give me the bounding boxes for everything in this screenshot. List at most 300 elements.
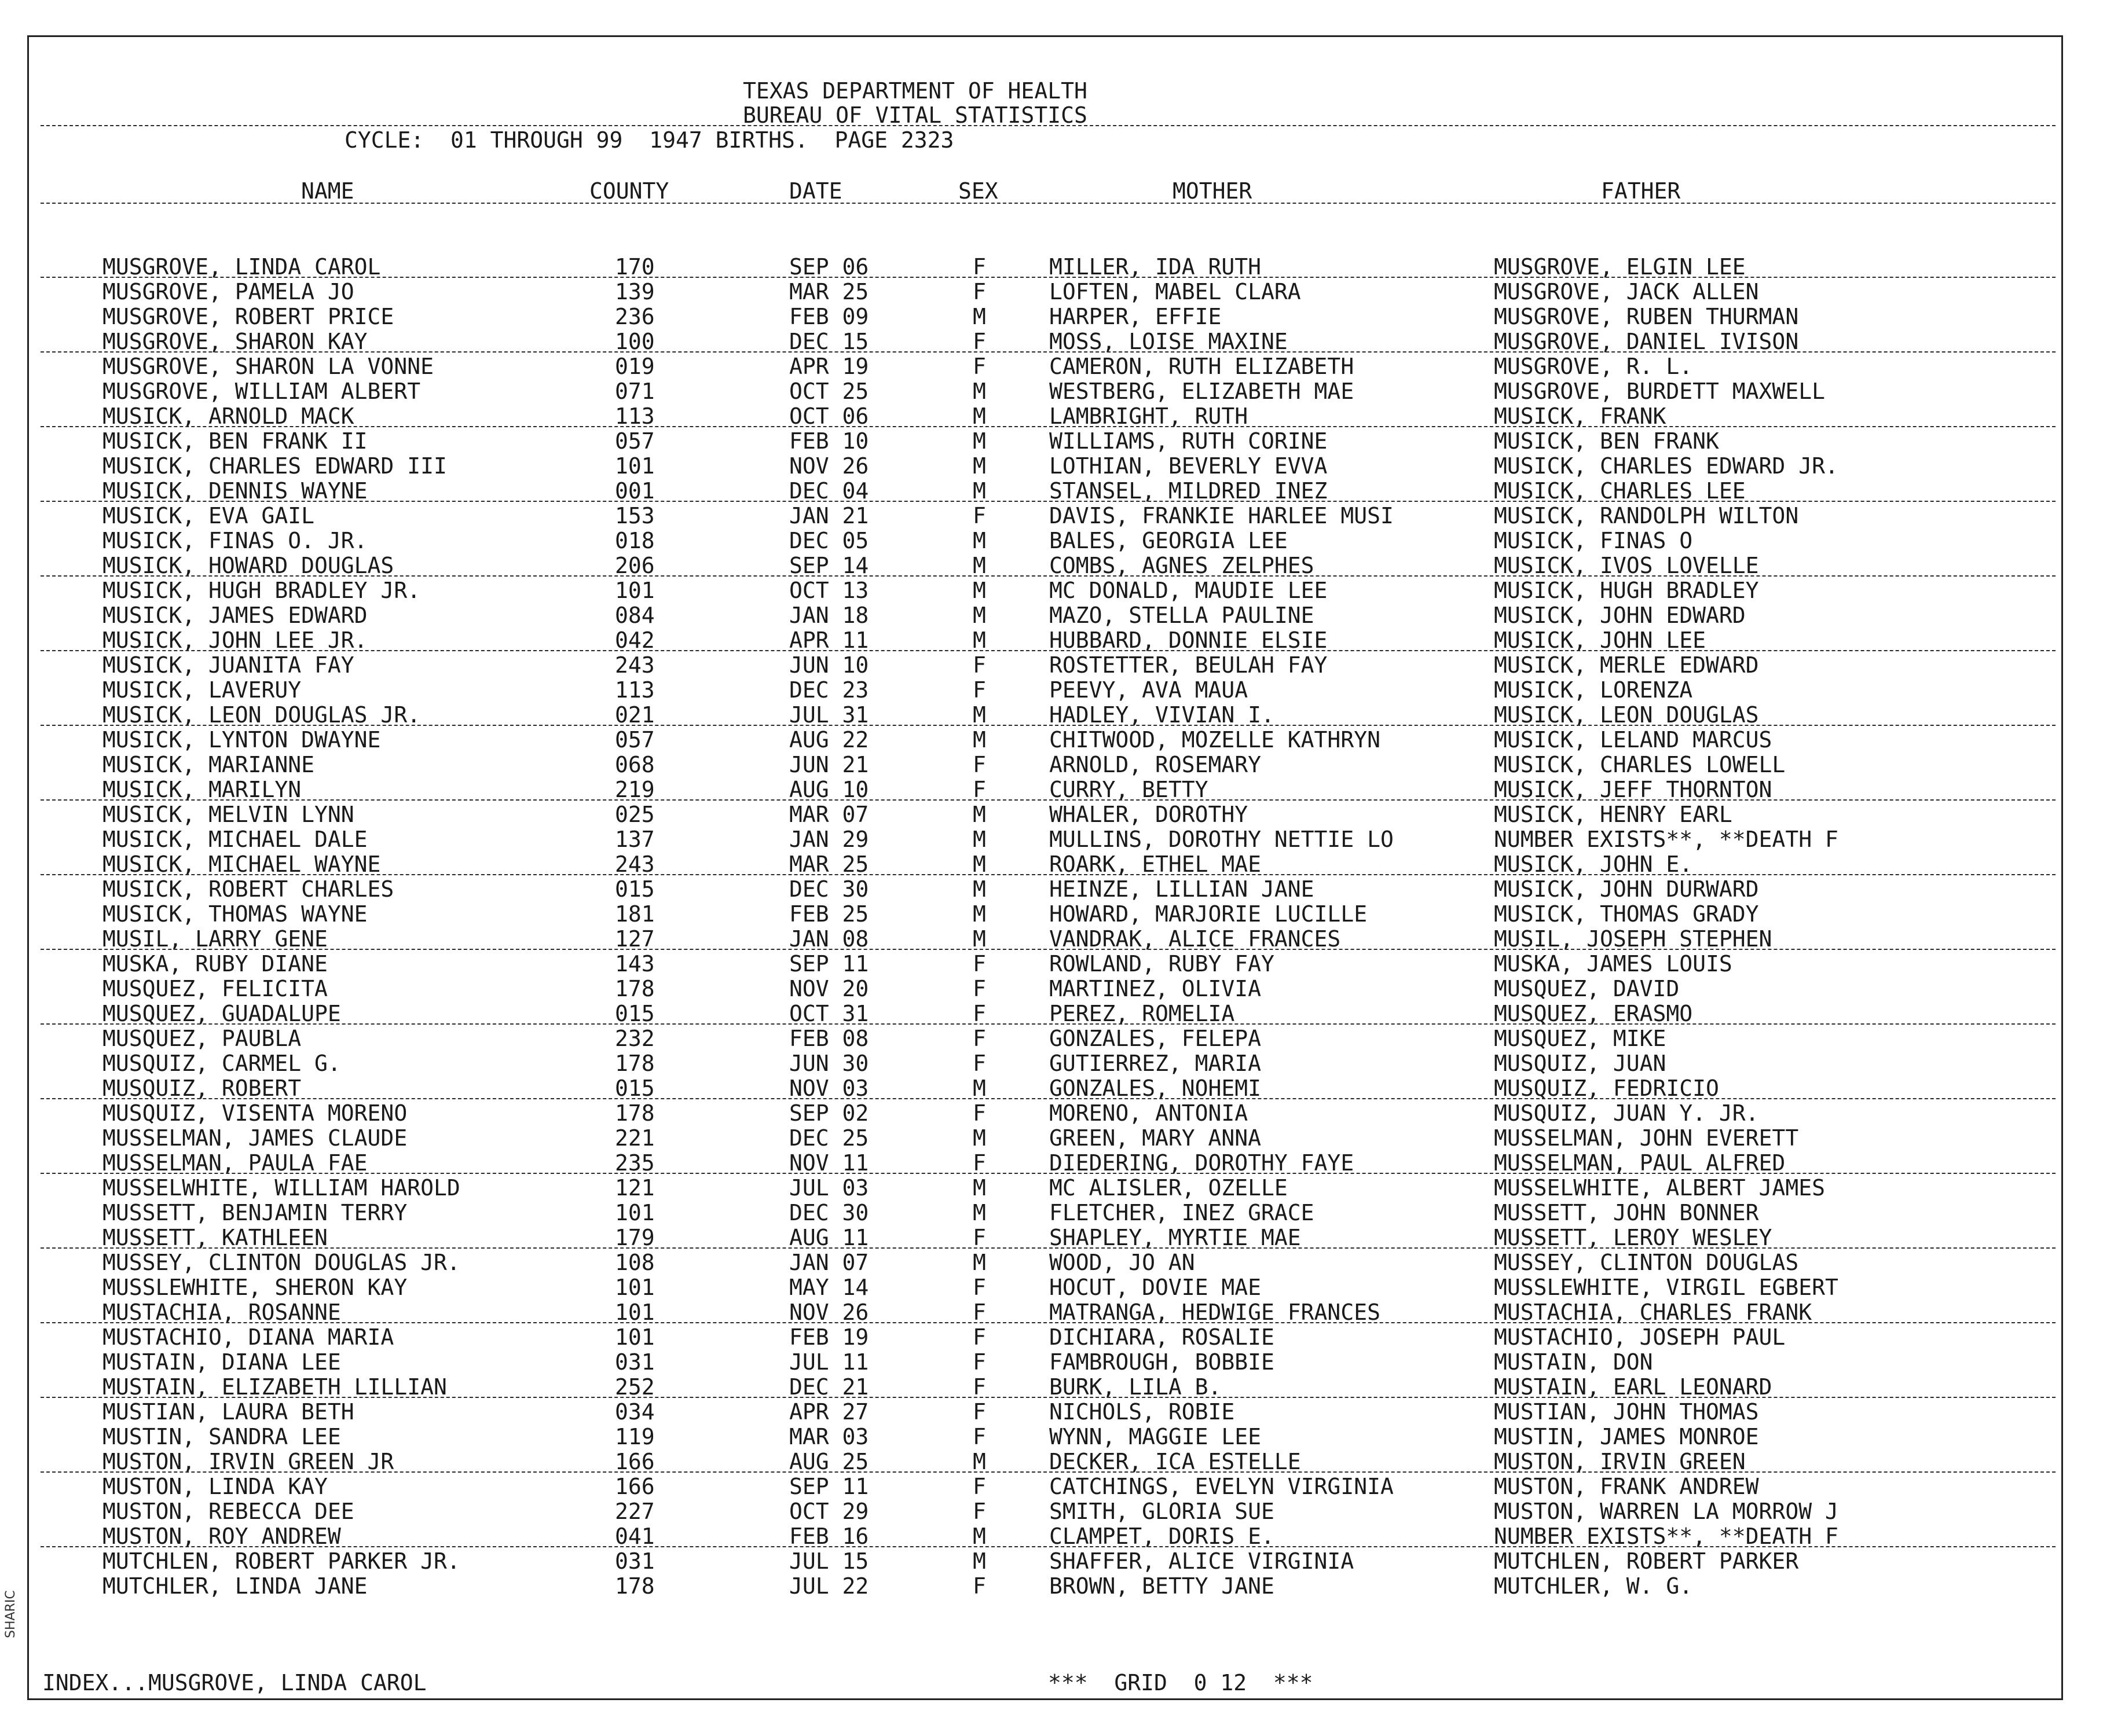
cell-sex: M xyxy=(973,1524,986,1549)
cell-mother: BALES, GEORGIA LEE xyxy=(1049,528,1288,553)
cell-name: MUSICK, MELVIN LYNN xyxy=(102,802,354,827)
cell-father: MUSTAIN, EARL LEONARD xyxy=(1494,1374,1772,1400)
cell-father: MUSSEY, CLINTON DOUGLAS xyxy=(1494,1250,1799,1275)
column-header-mother: MOTHER xyxy=(1173,178,1252,204)
cell-sex: M xyxy=(973,528,986,553)
cell-mother: CURRY, BETTY xyxy=(1049,777,1208,802)
cell-county: 108 xyxy=(615,1250,655,1275)
cell-father: MUSSETT, LEROY WESLEY xyxy=(1494,1225,1772,1250)
cell-county: 243 xyxy=(615,852,655,877)
cell-county: 166 xyxy=(615,1449,655,1474)
cell-county: 025 xyxy=(615,802,655,827)
cell-date: JAN 18 xyxy=(789,603,869,628)
cell-sex: M xyxy=(973,852,986,877)
cell-sex: F xyxy=(973,1275,986,1300)
cell-date: AUG 25 xyxy=(789,1449,869,1474)
cell-father: MUSICK, FRANK xyxy=(1494,403,1666,429)
cell-county: 166 xyxy=(615,1474,655,1499)
cell-father: MUSGROVE, ELGIN LEE xyxy=(1494,254,1746,280)
cell-sex: M xyxy=(973,876,986,902)
cell-mother: MATRANGA, HEDWIGE FRANCES xyxy=(1049,1300,1380,1325)
cell-county: 143 xyxy=(615,951,655,977)
header-title: TEXAS DEPARTMENT OF HEALTH xyxy=(743,78,1087,104)
cell-sex: F xyxy=(973,1324,986,1350)
cell-sex: F xyxy=(973,1150,986,1176)
cell-name: MUSICK, THOMAS WAYNE xyxy=(102,901,368,927)
cell-mother: DIEDERING, DOROTHY FAYE xyxy=(1049,1150,1354,1176)
separator-line xyxy=(41,426,2056,427)
cell-date: JUL 15 xyxy=(789,1548,869,1574)
cell-date: MAR 03 xyxy=(789,1424,869,1449)
cell-father: MUSSLEWHITE, VIRGIL EGBERT xyxy=(1494,1275,1838,1300)
cell-name: MUSGROVE, SHARON KAY xyxy=(102,329,368,354)
cell-sex: F xyxy=(973,1100,986,1126)
cell-date: MAR 25 xyxy=(789,279,869,304)
cell-date: NOV 26 xyxy=(789,1300,869,1325)
cell-name: MUSSELMAN, JAMES CLAUDE xyxy=(102,1125,408,1151)
separator-line xyxy=(41,351,2056,353)
cell-name: MUSGROVE, SHARON LA VONNE xyxy=(102,354,434,379)
column-header-date: DATE xyxy=(789,178,842,204)
cell-mother: LOFTEN, MABEL CLARA xyxy=(1049,279,1301,304)
cell-name: MUSTAIN, DIANA LEE xyxy=(102,1349,341,1375)
cell-father: MUSQUEZ, DAVID xyxy=(1494,976,1680,1001)
cell-sex: F xyxy=(973,951,986,977)
table-row xyxy=(0,1476,2114,1500)
cell-county: 127 xyxy=(615,926,655,952)
cell-father: MUSICK, RANDOLPH WILTON xyxy=(1494,503,1799,528)
cell-father: MUSQUIZ, JUAN xyxy=(1494,1051,1666,1076)
cell-sex: M xyxy=(973,901,986,927)
table-row xyxy=(0,803,2114,828)
cell-name: MUSICK, ARNOLD MACK xyxy=(102,403,354,429)
cell-name: MUSICK, HOWARD DOUGLAS xyxy=(102,553,394,578)
table-row xyxy=(0,1202,2114,1227)
cell-sex: F xyxy=(973,1225,986,1250)
column-header-father: FATHER xyxy=(1601,178,1681,204)
cell-father: MUSGROVE, RUBEN THURMAN xyxy=(1494,304,1799,329)
separator-line xyxy=(41,203,2056,204)
cell-mother: WILLIAMS, RUTH CORINE xyxy=(1049,428,1328,454)
separator-line xyxy=(41,125,2056,126)
cell-date: AUG 10 xyxy=(789,777,869,802)
footer-index: INDEX...MUSGROVE, LINDA CAROL xyxy=(42,1670,427,1695)
cell-name: MUSICK, JOHN LEE JR. xyxy=(102,627,368,653)
cell-date: APR 11 xyxy=(789,627,869,653)
cell-sex: F xyxy=(973,1001,986,1026)
cell-sex: M xyxy=(973,727,986,753)
cell-mother: BURK, LILA B. xyxy=(1049,1374,1222,1400)
table-row xyxy=(0,1102,2114,1127)
header-subtitle: BUREAU OF VITAL STATISTICS xyxy=(743,102,1087,128)
cell-name: MUSTIN, SANDRA LEE xyxy=(102,1424,341,1449)
cell-father: MUSICK, IVOS LOVELLE xyxy=(1494,553,1759,578)
cell-mother: STANSEL, MILDRED INEZ xyxy=(1049,478,1328,504)
table-row xyxy=(0,306,2114,331)
table-row xyxy=(0,355,2114,380)
cell-sex: F xyxy=(973,279,986,304)
table-row xyxy=(0,455,2114,480)
separator-line xyxy=(41,1173,2056,1174)
cell-sex: F xyxy=(973,354,986,379)
cell-sex: F xyxy=(973,1374,986,1400)
cell-mother: LAMBRIGHT, RUTH xyxy=(1049,403,1248,429)
cell-mother: VANDRAK, ALICE FRANCES xyxy=(1049,926,1341,952)
cell-father: MUSGROVE, DANIEL IVISON xyxy=(1494,329,1799,354)
cell-mother: CATCHINGS, EVELYN VIRGINIA xyxy=(1049,1474,1394,1499)
cell-county: 015 xyxy=(615,1076,655,1101)
cell-sex: F xyxy=(973,1424,986,1449)
separator-line xyxy=(41,501,2056,502)
cell-date: NOV 03 xyxy=(789,1076,869,1101)
cell-county: 170 xyxy=(615,254,655,280)
table-row xyxy=(0,579,2114,604)
cell-sex: M xyxy=(973,578,986,603)
cell-mother: FLETCHER, INEZ GRACE xyxy=(1049,1200,1314,1225)
cell-mother: HEINZE, LILLIAN JANE xyxy=(1049,876,1314,902)
cell-county: 252 xyxy=(615,1374,655,1400)
separator-line xyxy=(41,650,2056,651)
cell-name: MUSSETT, KATHLEEN xyxy=(102,1225,328,1250)
cell-name: MUSGROVE, WILLIAM ALBERT xyxy=(102,379,421,404)
cell-date: JUL 11 xyxy=(789,1349,869,1375)
cell-father: MUSICK, JOHN LEE xyxy=(1494,627,1706,653)
cell-name: MUSTACHIA, ROSANNE xyxy=(102,1300,341,1325)
cell-name: MUSQUEZ, GUADALUPE xyxy=(102,1001,341,1026)
cell-father: MUSGROVE, R. L. xyxy=(1494,354,1693,379)
cell-sex: F xyxy=(973,1573,986,1599)
cell-county: 178 xyxy=(615,1051,655,1076)
cell-father: MUTCHLER, W. G. xyxy=(1494,1573,1693,1599)
separator-line xyxy=(41,949,2056,950)
cell-father: MUSTAIN, DON xyxy=(1494,1349,1653,1375)
cell-date: FEB 19 xyxy=(789,1324,869,1350)
cell-father: MUSICK, MERLE EDWARD xyxy=(1494,652,1759,678)
cell-name: MUSQUEZ, FELICITA xyxy=(102,976,328,1001)
cell-sex: M xyxy=(973,1250,986,1275)
cell-name: MUSICK, MICHAEL DALE xyxy=(102,827,368,852)
cell-father: MUSTIN, JAMES MONROE xyxy=(1494,1424,1759,1449)
footer-grid: *** GRID 0 12 *** xyxy=(1048,1670,1313,1695)
cell-sex: M xyxy=(973,1449,986,1474)
cell-date: SEP 14 xyxy=(789,553,869,578)
cell-name: MUSGROVE, PAMELA JO xyxy=(102,279,354,304)
cell-name: MUSQUIZ, VISENTA MORENO xyxy=(102,1100,408,1126)
cell-date: SEP 06 xyxy=(789,254,869,280)
cell-date: OCT 31 xyxy=(789,1001,869,1026)
cell-date: JAN 29 xyxy=(789,827,869,852)
cell-sex: M xyxy=(973,1175,986,1201)
separator-line xyxy=(41,874,2056,875)
cell-father: MUSICK, LEON DOUGLAS xyxy=(1494,702,1759,728)
cell-father: MUSTON, IRVIN GREEN xyxy=(1494,1449,1746,1474)
cell-name: MUSTON, IRVIN GREEN JR xyxy=(102,1449,394,1474)
cell-name: MUSTACHIO, DIANA MARIA xyxy=(102,1324,394,1350)
cell-sex: F xyxy=(973,1300,986,1325)
cell-date: OCT 25 xyxy=(789,379,869,404)
cell-name: MUSICK, CHARLES EDWARD III xyxy=(102,453,447,479)
cell-name: MUSICK, LAVERUY xyxy=(102,677,302,703)
cell-father: MUSICK, CHARLES LEE xyxy=(1494,478,1746,504)
cell-county: 137 xyxy=(615,827,655,852)
cell-name: MUSTAIN, ELIZABETH LILLIAN xyxy=(102,1374,447,1400)
cell-sex: M xyxy=(973,304,986,329)
cell-date: DEC 04 xyxy=(789,478,869,504)
cell-mother: HUBBARD, DONNIE ELSIE xyxy=(1049,627,1328,653)
cell-county: 101 xyxy=(615,453,655,479)
cell-father: MUSKA, JAMES LOUIS xyxy=(1494,951,1732,977)
separator-line xyxy=(41,799,2056,801)
table-row xyxy=(0,604,2114,629)
table-row xyxy=(0,430,2114,455)
cell-mother: DECKER, ICA ESTELLE xyxy=(1049,1449,1301,1474)
table-row xyxy=(0,953,2114,978)
cell-mother: NICHOLS, ROBIE xyxy=(1049,1399,1235,1425)
cell-father: MUSICK, JOHN EDWARD xyxy=(1494,603,1746,628)
cell-date: OCT 29 xyxy=(789,1499,869,1524)
cell-date: FEB 08 xyxy=(789,1026,869,1051)
cell-father: MUSICK, FINAS O xyxy=(1494,528,1693,553)
cell-mother: CAMERON, RUTH ELIZABETH xyxy=(1049,354,1354,379)
cell-name: MUSICK, EVA GAIL xyxy=(102,503,315,528)
cell-mother: SMITH, GLORIA SUE xyxy=(1049,1499,1274,1524)
separator-line xyxy=(41,1023,2056,1025)
cell-mother: PEEVY, AVA MAUA xyxy=(1049,677,1248,703)
cell-father: MUSTIAN, JOHN THOMAS xyxy=(1494,1399,1759,1425)
separator-line xyxy=(41,277,2056,278)
cell-sex: M xyxy=(973,1076,986,1101)
cell-father: MUSICK, CHARLES LOWELL xyxy=(1494,752,1786,777)
table-row xyxy=(0,903,2114,928)
cell-mother: CLAMPET, DORIS E. xyxy=(1049,1524,1274,1549)
cell-county: 015 xyxy=(615,876,655,902)
cell-name: MUSGROVE, ROBERT PRICE xyxy=(102,304,394,329)
cell-father: MUSICK, LELAND MARCUS xyxy=(1494,727,1772,753)
cell-county: 113 xyxy=(615,403,655,429)
cell-mother: BROWN, BETTY JANE xyxy=(1049,1573,1274,1599)
cell-name: MUSKA, RUBY DIANE xyxy=(102,951,328,977)
cell-county: 001 xyxy=(615,478,655,504)
cell-county: 236 xyxy=(615,304,655,329)
column-header-county: COUNTY xyxy=(589,178,669,204)
cell-sex: M xyxy=(973,453,986,479)
cell-county: 031 xyxy=(615,1349,655,1375)
cell-county: 113 xyxy=(615,677,655,703)
cell-mother: HOWARD, MARJORIE LUCILLE xyxy=(1049,901,1368,927)
table-row xyxy=(0,878,2114,903)
cell-mother: GONZALES, NOHEMI xyxy=(1049,1076,1262,1101)
cell-county: 031 xyxy=(615,1548,655,1574)
cell-county: 235 xyxy=(615,1150,655,1176)
cell-father: MUSICK, BEN FRANK xyxy=(1494,428,1719,454)
cell-date: FEB 16 xyxy=(789,1524,869,1549)
cell-date: SEP 11 xyxy=(789,1474,869,1499)
cell-date: JAN 08 xyxy=(789,926,869,952)
table-row xyxy=(0,654,2114,679)
cell-mother: MOSS, LOISE MAXINE xyxy=(1049,329,1288,354)
cell-mother: ROSTETTER, BEULAH FAY xyxy=(1049,652,1328,678)
cell-mother: GONZALES, FELEPA xyxy=(1049,1026,1262,1051)
cell-county: 119 xyxy=(615,1424,655,1449)
cell-mother: ROWLAND, RUBY FAY xyxy=(1049,951,1274,977)
cell-sex: F xyxy=(973,1474,986,1499)
cell-mother: COMBS, AGNES ZELPHES xyxy=(1049,553,1314,578)
cell-date: AUG 11 xyxy=(789,1225,869,1250)
cell-father: MUSICK, HUGH BRADLEY xyxy=(1494,578,1759,603)
cell-name: MUSICK, MARIANNE xyxy=(102,752,315,777)
cell-sex: M xyxy=(973,379,986,404)
cell-county: 015 xyxy=(615,1001,655,1026)
table-row xyxy=(0,1575,2114,1600)
table-row xyxy=(0,978,2114,1003)
cell-father: NUMBER EXISTS**, **DEATH F xyxy=(1494,827,1838,852)
table-row xyxy=(0,1127,2114,1152)
cell-sex: F xyxy=(973,1051,986,1076)
cell-sex: M xyxy=(973,1125,986,1151)
cell-father: MUSSELMAN, JOHN EVERETT xyxy=(1494,1125,1799,1151)
cell-sex: F xyxy=(973,329,986,354)
cell-date: JUN 10 xyxy=(789,652,869,678)
cell-county: 042 xyxy=(615,627,655,653)
cell-date: SEP 11 xyxy=(789,951,869,977)
table-row xyxy=(0,1351,2114,1376)
cell-county: 206 xyxy=(615,553,655,578)
cell-sex: F xyxy=(973,677,986,703)
cell-father: MUSICK, HENRY EARL xyxy=(1494,802,1732,827)
cell-name: MUSGROVE, LINDA CAROL xyxy=(102,254,381,280)
table-row xyxy=(0,729,2114,754)
cell-father: MUSGROVE, BURDETT MAXWELL xyxy=(1494,379,1825,404)
table-row xyxy=(0,1052,2114,1077)
cell-name: MUSTON, ROY ANDREW xyxy=(102,1524,341,1549)
table-row xyxy=(0,1426,2114,1451)
cell-name: MUSICK, DENNIS WAYNE xyxy=(102,478,368,504)
cell-county: 121 xyxy=(615,1175,655,1201)
cell-mother: HADLEY, VIVIAN I. xyxy=(1049,702,1274,728)
cell-name: MUSICK, LEON DOUGLAS JR. xyxy=(102,702,421,728)
cell-sex: M xyxy=(973,553,986,578)
cell-name: MUSQUIZ, CARMEL G. xyxy=(102,1051,341,1076)
cell-county: 057 xyxy=(615,727,655,753)
table-row xyxy=(0,505,2114,530)
cell-county: 021 xyxy=(615,702,655,728)
cell-date: FEB 10 xyxy=(789,428,869,454)
cell-county: 101 xyxy=(615,1324,655,1350)
cell-date: OCT 13 xyxy=(789,578,869,603)
cell-sex: F xyxy=(973,503,986,528)
cell-county: 243 xyxy=(615,652,655,678)
cell-date: JUN 30 xyxy=(789,1051,869,1076)
cell-county: 018 xyxy=(615,528,655,553)
column-header-sex: SEX xyxy=(958,178,998,204)
cell-name: MUSICK, LYNTON DWAYNE xyxy=(102,727,381,753)
table-row xyxy=(0,380,2114,405)
cell-date: JAN 21 xyxy=(789,503,869,528)
cell-date: FEB 25 xyxy=(789,901,869,927)
cell-county: 221 xyxy=(615,1125,655,1151)
table-row xyxy=(0,281,2114,306)
cell-mother: HARPER, EFFIE xyxy=(1049,304,1222,329)
cell-mother: LOTHIAN, BEVERLY EVVA xyxy=(1049,453,1328,479)
cell-county: 034 xyxy=(615,1399,655,1425)
cell-father: MUSICK, JOHN E. xyxy=(1494,852,1693,877)
cell-county: 101 xyxy=(615,1300,655,1325)
separator-line xyxy=(41,1471,2056,1473)
cell-county: 071 xyxy=(615,379,655,404)
cell-county: 100 xyxy=(615,329,655,354)
cell-county: 101 xyxy=(615,1275,655,1300)
cell-name: MUSTON, LINDA KAY xyxy=(102,1474,328,1499)
cell-sex: M xyxy=(973,403,986,429)
cell-father: MUSTACHIA, CHARLES FRANK xyxy=(1494,1300,1812,1325)
cell-father: MUSTON, WARREN LA MORROW J xyxy=(1494,1499,1838,1524)
cell-county: 084 xyxy=(615,603,655,628)
cell-county: 057 xyxy=(615,428,655,454)
cell-mother: WOOD, JO AN xyxy=(1049,1250,1195,1275)
cell-name: MUTCHLER, LINDA JANE xyxy=(102,1573,368,1599)
cell-sex: F xyxy=(973,777,986,802)
cell-mother: WESTBERG, ELIZABETH MAE xyxy=(1049,379,1354,404)
cell-county: 178 xyxy=(615,1100,655,1126)
cell-mother: WHALER, DOROTHY xyxy=(1049,802,1248,827)
cell-father: MUSICK, THOMAS GRADY xyxy=(1494,901,1759,927)
cell-sex: F xyxy=(973,254,986,280)
cell-date: FEB 09 xyxy=(789,304,869,329)
table-row xyxy=(0,1500,2114,1525)
cell-father: MUSSELMAN, PAUL ALFRED xyxy=(1494,1150,1786,1176)
cell-county: 101 xyxy=(615,1200,655,1225)
cell-mother: MAZO, STELLA PAULINE xyxy=(1049,603,1314,628)
cell-date: JUL 03 xyxy=(789,1175,869,1201)
cell-father: MUSGROVE, JACK ALLEN xyxy=(1494,279,1759,304)
cell-name: MUSICK, ROBERT CHARLES xyxy=(102,876,394,902)
cell-mother: GREEN, MARY ANNA xyxy=(1049,1125,1262,1151)
cell-name: MUSICK, JAMES EDWARD xyxy=(102,603,368,628)
cell-name: MUTCHLEN, ROBERT PARKER JR. xyxy=(102,1548,460,1574)
cell-name: MUSIL, LARRY GENE xyxy=(102,926,328,952)
separator-line xyxy=(41,1546,2056,1547)
table-row xyxy=(0,530,2114,555)
cell-date: DEC 25 xyxy=(789,1125,869,1151)
cell-name: MUSSELWHITE, WILLIAM HAROLD xyxy=(102,1175,460,1201)
cell-mother: MC DONALD, MAUDIE LEE xyxy=(1049,578,1328,603)
cell-date: AUG 22 xyxy=(789,727,869,753)
cell-date: JAN 07 xyxy=(789,1250,869,1275)
cell-county: 019 xyxy=(615,354,655,379)
cell-father: MUTCHLEN, ROBERT PARKER xyxy=(1494,1548,1799,1574)
cell-father: MUSICK, CHARLES EDWARD JR. xyxy=(1494,453,1838,479)
cell-name: MUSICK, BEN FRANK II xyxy=(102,428,368,454)
cell-father: MUSIL, JOSEPH STEPHEN xyxy=(1494,926,1772,952)
separator-line xyxy=(41,575,2056,577)
cell-date: DEC 30 xyxy=(789,876,869,902)
cell-date: APR 27 xyxy=(789,1399,869,1425)
cell-father: MUSSELWHITE, ALBERT JAMES xyxy=(1494,1175,1825,1201)
table-row xyxy=(0,754,2114,779)
cell-name: MUSQUEZ, PAUBLA xyxy=(102,1026,302,1051)
cell-county: 179 xyxy=(615,1225,655,1250)
cell-mother: MILLER, IDA RUTH xyxy=(1049,254,1262,280)
cell-mother: SHAFFER, ALICE VIRGINIA xyxy=(1049,1548,1354,1574)
cell-county: 227 xyxy=(615,1499,655,1524)
separator-line xyxy=(41,1322,2056,1323)
cell-name: MUSSEY, CLINTON DOUGLAS JR. xyxy=(102,1250,460,1275)
table-row xyxy=(0,1177,2114,1202)
cell-sex: M xyxy=(973,603,986,628)
cell-sex: F xyxy=(973,1349,986,1375)
cell-date: NOV 20 xyxy=(789,976,869,1001)
cell-date: NOV 11 xyxy=(789,1150,869,1176)
